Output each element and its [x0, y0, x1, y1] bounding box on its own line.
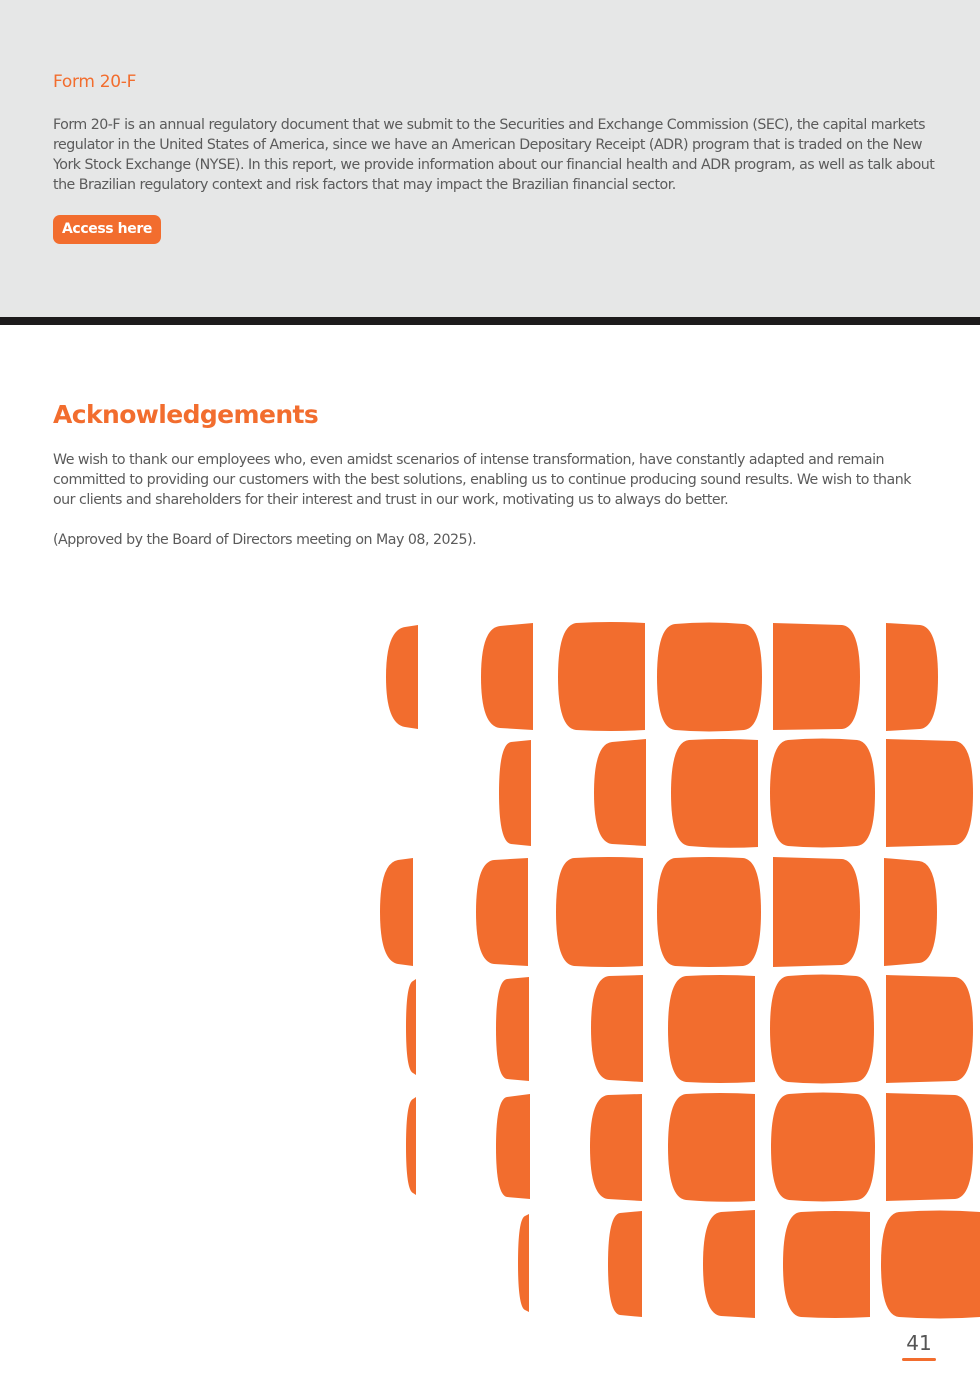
pattern-tile — [499, 740, 531, 846]
pattern-tile — [386, 625, 418, 729]
pattern-tile — [476, 858, 528, 966]
pattern-tile — [608, 1211, 642, 1317]
pattern-tile — [886, 1093, 973, 1201]
form-20f-description: Form 20-F is an annual regulatory document that we submit to the Securities and Exchange Commission (SEC), the capital markets regulator in the United States of America, since we have an American Depositary Receipt (ADR) program that is traded on the New York Stock Exchange (NYSE). In this report, we provide information about our financial health and ADR program, as well as talk about the Brazilian regulatory context and risk factors that may impact the Brazilian financial sector. — [53, 117, 935, 193]
form-20f-title: Form 20-F — [53, 72, 137, 92]
pattern-tile — [496, 977, 529, 1081]
pattern-tile — [590, 1094, 642, 1201]
pattern-tile — [770, 739, 875, 848]
page-number-underline — [902, 1358, 936, 1361]
pattern-tile — [771, 1093, 875, 1202]
pattern-tile — [668, 1093, 755, 1202]
pattern-tile — [657, 857, 761, 967]
pattern-tile — [556, 857, 643, 967]
acknowledgements-title: Acknowledgements — [53, 400, 319, 429]
pattern-tile — [518, 1214, 529, 1312]
pattern-tile — [770, 975, 874, 1084]
pattern-tile — [886, 623, 938, 731]
pattern-tile — [886, 739, 973, 847]
pattern-tile — [671, 739, 758, 848]
pattern-tile — [496, 1094, 530, 1199]
pattern-tile — [783, 1211, 870, 1318]
pattern-tile — [703, 1210, 755, 1318]
pattern-tile — [657, 623, 762, 732]
section-divider — [0, 317, 980, 325]
pattern-tile — [591, 975, 643, 1082]
pattern-tile — [773, 623, 860, 730]
pattern-tile — [881, 1211, 980, 1319]
board-approval-note: (Approved by the Board of Directors meeting on May 08, 2025). — [53, 532, 477, 548]
pattern-tile — [481, 623, 533, 730]
pattern-tile — [594, 739, 646, 846]
acknowledgements-text: We wish to thank our employees who, even amidst scenarios of intense transformation, have constantly adapted and remain committed to providing our customers with the best solutions, enabling us to continue producing sound results. We wish to thank our clients and shareholders for their interest and trust in our work, motivating us to always do better. — [53, 452, 911, 508]
page-number: 41 — [906, 1331, 932, 1355]
pattern-tile — [886, 975, 973, 1083]
pattern-tile — [558, 622, 645, 731]
access-here-button[interactable]: Access here — [53, 215, 161, 244]
pattern-tile — [884, 858, 937, 966]
pattern-tile — [380, 858, 413, 966]
pattern-tile — [406, 1097, 416, 1195]
pattern-tile — [773, 857, 860, 967]
pattern-tile — [668, 975, 755, 1083]
pattern-tile — [406, 979, 416, 1075]
